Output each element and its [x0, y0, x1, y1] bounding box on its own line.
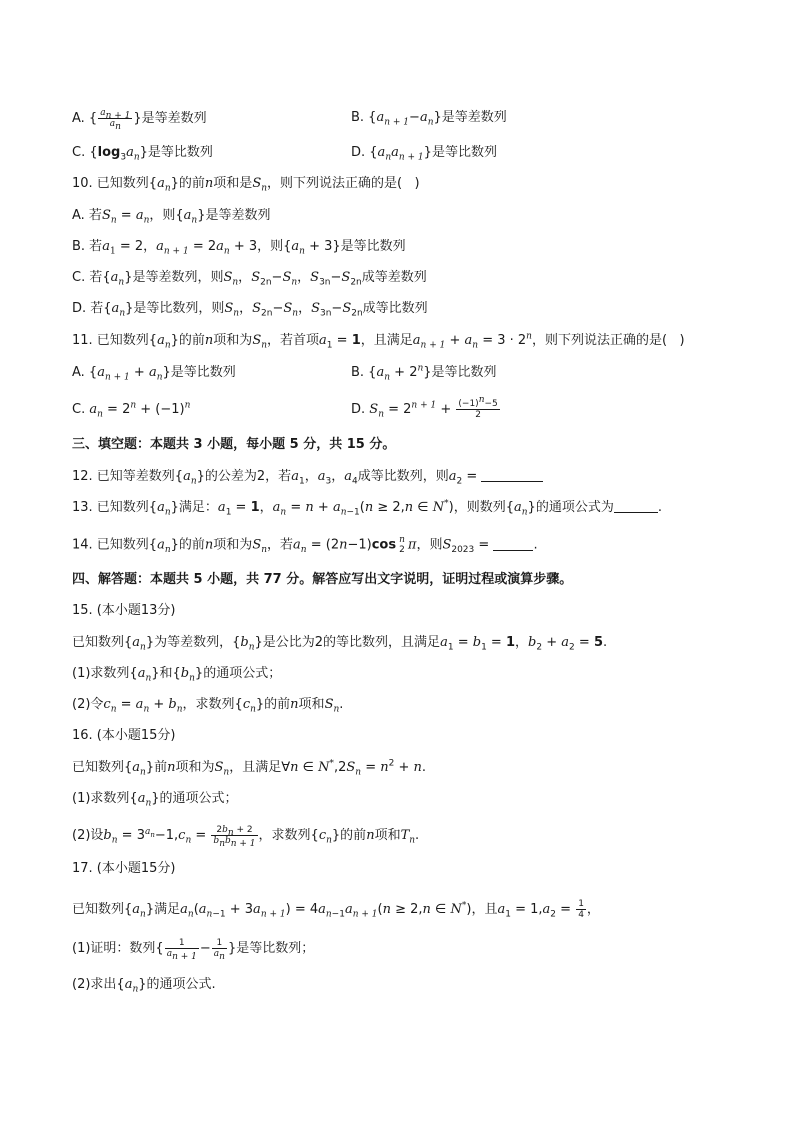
q17-part-1: (1)证明：数列{ $\frac{1}{a_{n + 1}}$ − $\frac{1}{a_n}$ }是等比数列；: [72, 938, 315, 962]
q10-option-a: A. 若$S_n = a_n$，则$\{a_n\}$是等差数列: [72, 208, 271, 226]
q10-option-d: D. 若$\{a_n\}$是等比数列，则$S_n$，$S_{2n}-S_n$，$S_{3n}-S_{2n}$成等比数列: [72, 301, 428, 319]
q16-part-1: (1)求数列$\{a_n\}$的通项公式；: [72, 791, 238, 809]
q12: 12. 已知等差数列$\{a_n\}$的公差为2，若$a_1$，$a_3$，$a_4$成等比数列，则$a_2$ =: [72, 468, 543, 486]
q15-heading: 15. (本小题13分): [72, 603, 176, 618]
q11-option-b: B. $\{a_n + 2^n\}$是等比数列: [351, 363, 497, 383]
q17-stem: 已知数列$\{a_n\}$满足$a_n(a_{n-1} + 3a_{n + 1}) = 4a_{n-1}a_{n + 1}(n \ge 2,n$ ∈ N*)，且$a_1 = 1,a_2$ = $\frac{1}{4}$ ，: [72, 899, 600, 920]
q9-option-d: D. $\{a_na_{n + 1}\}$是等比数列: [351, 145, 497, 163]
q10-stem: 10. 已知数列$\{a_n\}$的前n项和是$S_n$，则下列说法正确的是( ): [72, 176, 420, 194]
q11-option-a: A. $\{a_{n + 1} + a_n\}$是等比数列: [72, 365, 236, 383]
q13: 13. 已知数列$\{a_n\}$满足：$a_1 = 1$，$a_n = n + a_{n-1}(n \ge 2,n$ ∈ N*)，则数列$\{a_n\}$的通项公式为 .: [72, 498, 662, 518]
q16-heading: 16. (本小题15分): [72, 728, 176, 743]
q14: 14. 已知数列$\{a_n\}$的前n项和为$S_n$，若$a_n = (2n-1)\cos$ n 2 π，则$S_{2023}$ = .: [72, 535, 538, 556]
q17-part-2: (2)求出$\{a_n\}$的通项公式.: [72, 977, 216, 995]
q10-option-b: B. 若$a_1 = 2$，$a_{n + 1} = 2a_n + 3$，则$\{a_n + 3\}$是等比数列: [72, 239, 406, 257]
q11-option-c: C. $a_n = 2^n + (-1)^n$: [72, 400, 191, 420]
q15-part-2: (2)令$c_n = a_n + b_n$，求数列$\{c_n\}$的前n项和$S_n$.: [72, 697, 344, 715]
q9-option-c: C. $\{\log_3a_n\}$是等比数列: [72, 145, 213, 163]
q11-stem: 11. 已知数列$\{a_n\}$的前n项和为$S_n$，若首项$a_1 = 1$，且满足$a_{n + 1} + a_n = 3 \cdot 2^n$，则下列说法正确的是( ): [72, 331, 685, 351]
q11-option-d: D. $S_n = 2^{n + 1}$ + $\frac{(-1)^n-5}{2}$: [351, 395, 498, 420]
q10-option-c: C. 若$\{a_n\}$是等差数列，则$S_n$，$S_{2n}-S_n$，$S_{3n}-S_{2n}$成等差数列: [72, 270, 427, 288]
q16-stem: 已知数列$\{a_n\}$前n项和为$S_n$，且满足∀n ∈ $N^*,2S_n = n^2 + n$.: [72, 758, 427, 778]
section-4-heading: 四、解答题：本题共 5 小题，共 77 分。解答应写出文字说明，证明过程或演算步骤。: [72, 572, 573, 587]
q16-part-2: (2)设$b_n = 3^{a_n}-1,c_n$ = $\frac{2b_n + 2}{b_nb_{n + 1}}$ ，求数列$\{c_n\}$的前n项和$T_n$.: [72, 825, 420, 849]
section-3-heading: 三、填空题：本题共 3 小题，每小题 5 分，共 15 分。: [72, 437, 396, 452]
q15-part-1: (1)求数列$\{a_n\}$和$\{b_n\}$的通项公式；: [72, 666, 282, 684]
q9-option-b: B. $\{a_{n + 1}-a_n\}$是等差数列: [351, 110, 507, 128]
q17-heading: 17. (本小题15分): [72, 861, 176, 876]
q15-stem: 已知数列$\{a_n\}$为等差数列，$\{b_n\}$是公比为2的等比数列，且满足$a_1 = b_1 = 1$，$b_2 + a_2 = 5$.: [72, 635, 608, 653]
q9-option-a: A. { $\frac{a_{n + 1}}{a_n}$ }是等差数列: [72, 108, 207, 132]
